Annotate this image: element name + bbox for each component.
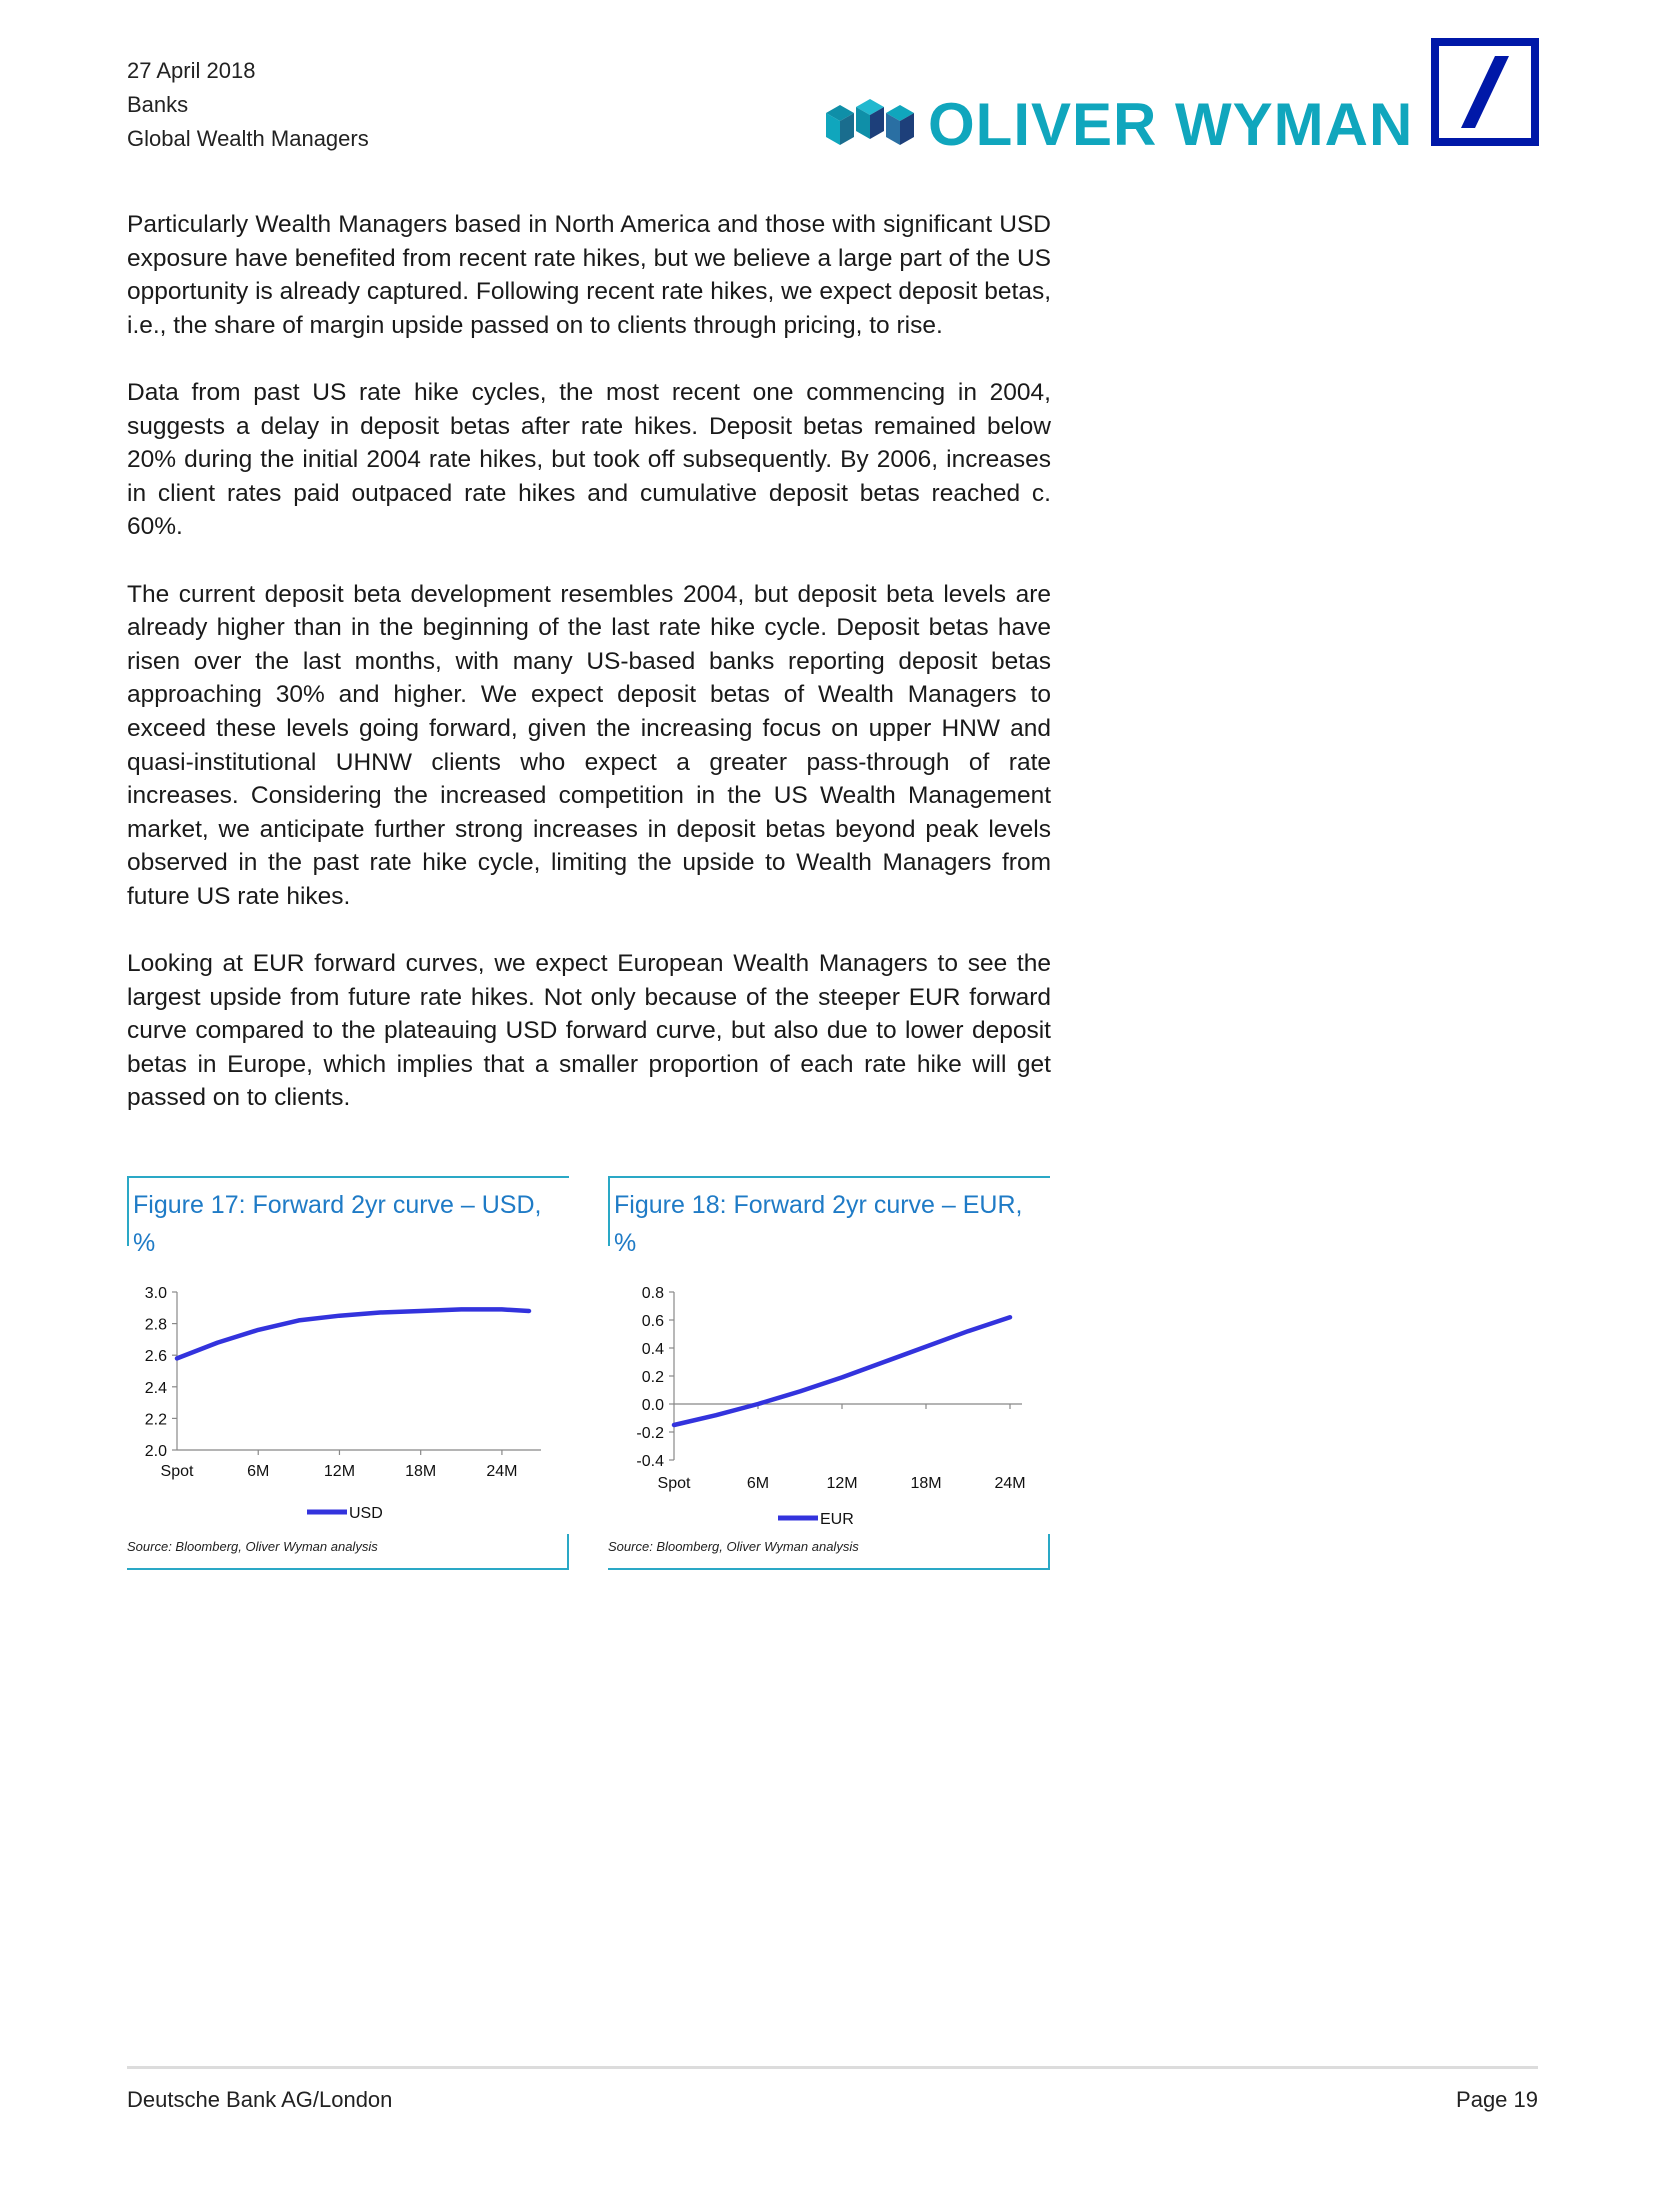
figure-source: Source: Bloomberg, Oliver Wyman analysis xyxy=(608,1539,859,1554)
figure-border-top xyxy=(127,1176,569,1178)
figure-border-right xyxy=(1048,1534,1050,1570)
figure-border-bottom xyxy=(608,1568,1050,1570)
footer-divider xyxy=(127,2066,1538,2069)
x-tick-label: 18M xyxy=(910,1475,942,1492)
oliver-wyman-wordmark: OLIVER WYMAN xyxy=(928,91,1414,158)
x-tick-label: 12M xyxy=(826,1475,858,1492)
paragraph: Looking at EUR forward curves, we expect European Wealth Managers to see the largest upside from future rate hikes. Not only because of the steeper EUR forward curve compared to the plateauing USD forward curve, but also due to lower deposit betas in Europe, which implies that a smaller proportion of each rate hike will get passed on to clients. xyxy=(127,950,1051,1112)
y-tick-label: 2.2 xyxy=(144,1411,167,1429)
x-tick-label: Spot xyxy=(657,1475,691,1492)
deutsche-bank-slash-icon xyxy=(1439,46,1531,138)
y-tick-label: 3.0 xyxy=(144,1285,167,1302)
oliver-wyman-mark-icon xyxy=(826,99,914,151)
x-tick-label: 6M xyxy=(746,1475,770,1492)
paragraph: Data from past US rate hike cycles, the most recent one commencing in 2004, suggests a delay in deposit betas after rate hikes. Deposit betas remained below 20% during the initial 2004 rate hikes, but took off subsequently. By 2006, increases in client rates paid outpaced rate hikes and cumulative deposit betas reached c. 60%. xyxy=(127,378,1051,541)
report-sector: Banks xyxy=(127,92,189,117)
figure-source: Source: Bloomberg, Oliver Wyman analysis xyxy=(127,1539,378,1554)
paragraph: Particularly Wealth Managers based in North America and those with significant USD exposure have benefited from recent rate hikes, but we believe a large part of the US opportunity is already captured. Following recent rate hikes, we expect deposit betas, i.e., the share of margin upside passed on to clients through pricing, to rise. xyxy=(127,211,1051,339)
y-tick-label: 0.2 xyxy=(641,1369,664,1386)
x-tick-label: 18M xyxy=(405,1463,437,1480)
y-tick-label: 0.4 xyxy=(641,1341,664,1358)
report-name: Global Wealth Managers xyxy=(127,126,369,151)
legend-label: USD xyxy=(349,1505,383,1522)
figure-title: Figure 17: Forward 2yr curve – USD, % xyxy=(133,1191,542,1257)
y-tick-label: 0.6 xyxy=(641,1313,664,1330)
x-tick-label: 24M xyxy=(994,1475,1026,1492)
x-tick-label: 6M xyxy=(247,1463,270,1480)
y-tick-label: 2.8 xyxy=(144,1316,167,1334)
x-tick-label: 12M xyxy=(323,1463,356,1480)
y-tick-label: 0.8 xyxy=(641,1285,664,1302)
figure-border-left xyxy=(608,1176,610,1246)
figure-border-right xyxy=(567,1534,569,1570)
legend-label: EUR xyxy=(820,1511,854,1528)
y-tick-label: 0.0 xyxy=(641,1397,664,1414)
x-tick-label: Spot xyxy=(160,1463,194,1480)
paragraph: The current deposit beta development resembles 2004, but deposit beta levels are already higher than in the beginning of the last rate hike cycle. Deposit betas have risen over the last months, with many US-based banks reporting deposit betas approaching 30% and higher. We expect deposit betas of Wealth Managers to exceed these levels going forward, given the increasing focus on upper HNW and quasi-institutional UHNW clients who expect a greater pass-through of rate increases. Considering the increased competition in the US Wealth Management market, we anticipate further strong increases in deposit betas beyond peak levels observed in the past rate hike cycle, limiting the upside to Wealth Managers from future US rate hikes. xyxy=(127,580,1051,910)
report-meta xyxy=(127,54,369,156)
footer-publisher: Deutsche Bank AG/London xyxy=(127,2087,393,2112)
report-date: 27 April 2018 xyxy=(127,58,256,83)
deutsche-bank-logo-icon xyxy=(1431,38,1539,146)
page-number: Page 19 xyxy=(1456,2087,1538,2112)
figure-eur xyxy=(608,1176,1050,1571)
y-tick-label: -0.2 xyxy=(636,1425,664,1442)
figure-usd xyxy=(127,1176,569,1571)
figure-title: Figure 18: Forward 2yr curve – EUR, % xyxy=(614,1191,1023,1257)
y-tick-label: 2.6 xyxy=(144,1348,167,1366)
oliver-wyman-logo xyxy=(826,91,1414,158)
y-tick-label: -0.4 xyxy=(636,1453,664,1470)
figure-border-bottom xyxy=(127,1568,569,1570)
figure-border-top xyxy=(608,1176,1050,1178)
series-line xyxy=(177,1309,529,1358)
x-tick-label: 24M xyxy=(486,1463,518,1480)
figure-border-left xyxy=(127,1176,129,1246)
usd-forward-curve-chart xyxy=(127,1260,569,1522)
body-text xyxy=(127,208,1051,1149)
eur-forward-curve-chart xyxy=(608,1260,1050,1528)
y-tick-label: 2.0 xyxy=(144,1443,167,1460)
y-tick-label: 2.4 xyxy=(144,1379,167,1397)
